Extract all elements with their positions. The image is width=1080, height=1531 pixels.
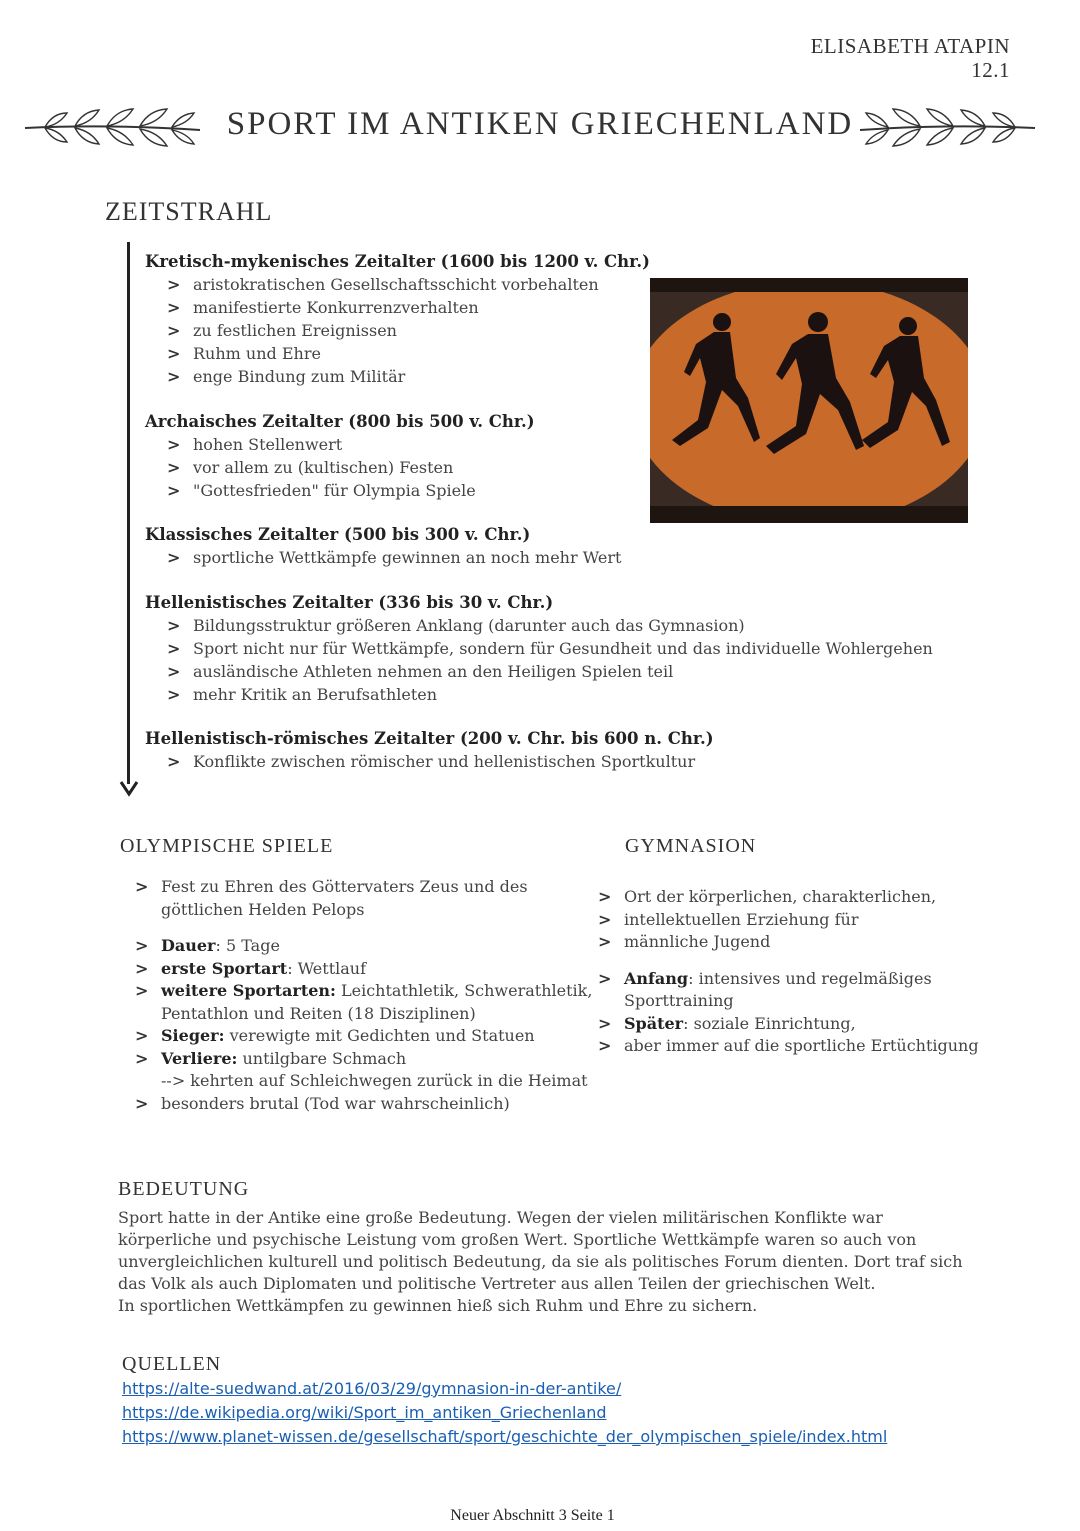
- list-item: > ausländische Athleten nehmen an den Heiligen Spielen teil: [167, 660, 933, 683]
- bedeutung-line: unvergleichlichen kulturell und politisch Bedeutung, da sie als politisches Forum dienten. Dort traf sich: [118, 1252, 963, 1271]
- bedeutung-heading: BEDEUTUNG: [118, 1178, 250, 1200]
- list-item: [598, 1013, 998, 1036]
- list-item: > manifestierte Konkurrenzverhalten: [167, 296, 650, 319]
- era-title: Archaisches Zeitalter (800 bis 500 v. Chr.): [145, 412, 535, 431]
- list-item: > vor allem zu (kultischen) Festen: [167, 456, 535, 479]
- zeitstrahl-heading: ZEITSTRAHL: [105, 197, 273, 226]
- list-item: > aber immer auf die sportliche Ertüchtigung: [598, 1035, 998, 1058]
- list-item: > mehr Kritik an Berufsathleten: [167, 683, 933, 706]
- anfang-label: Anfang: [624, 968, 689, 988]
- list-item: > Ort der körperlichen, charakterlichen,: [598, 886, 998, 909]
- era-title: Hellenistisch-römisches Zeitalter (200 v. Chr. bis 600 n. Chr.): [145, 729, 714, 748]
- list-item: > Konflikte zwischen römischer und hellenistischen Sportkultur: [167, 750, 714, 773]
- source-link-planet-wissen[interactable]: https://www.planet-wissen.de/gesellschaft/sport/geschichte_der_olympischen_spiele/index.html: [122, 1427, 888, 1446]
- bedeutung-line: In sportlichen Wettkämpfen zu gewinnen hieß sich Ruhm und Ehre zu sichern.: [118, 1296, 758, 1315]
- spaeter-label: Später: [624, 1013, 684, 1033]
- list-item: > enge Bindung zum Militär: [167, 365, 650, 388]
- author-block: [811, 34, 1010, 82]
- list-item: [598, 968, 998, 1013]
- list-item: [135, 958, 595, 981]
- era-bullet-list: [145, 614, 933, 706]
- list-item: > Sport nicht nur für Wettkämpfe, sondern für Gesundheit und das individuelle Wohlergehen: [167, 637, 933, 660]
- erste-sportart-label: erste Sportart: [161, 958, 288, 978]
- page-footer: Neuer Abschnitt 3 Seite 1: [450, 1507, 615, 1524]
- dauer-value: : 5 Tage: [215, 936, 280, 955]
- list-item: [135, 935, 595, 958]
- laurel-branch-right-icon: [855, 96, 1040, 156]
- timeline-arrow-icon: [119, 776, 139, 798]
- olympische-spiele-heading: OLYMPISCHE SPIELE: [120, 835, 334, 857]
- quellen-links: [122, 1377, 887, 1449]
- verlierer-label: Verliere:: [161, 1048, 238, 1068]
- list-item: > besonders brutal (Tod war wahrscheinlich): [135, 1093, 595, 1116]
- bedeutung-line: körperliche und psychische Leistung vom großen Wert. Sportliche Wettkämpfe waren so auch von: [118, 1230, 917, 1249]
- list-item: > intellektuellen Erziehung für: [598, 909, 998, 932]
- era-title: Klassisches Zeitalter (500 bis 300 v. Chr.): [145, 525, 531, 544]
- era-hellenistisch-roemisch: [145, 729, 714, 773]
- anfang-value-2: Sporttraining: [624, 991, 734, 1010]
- olympische-spiele-list: [135, 876, 595, 1115]
- era-archaisch: [145, 412, 535, 502]
- list-item: > "Gottesfrieden" für Olympia Spiele: [167, 479, 535, 502]
- timeline-line: [127, 242, 130, 784]
- olymp-intro-line-2: göttlichen Helden Pelops: [161, 899, 365, 919]
- list-item: [135, 1048, 595, 1093]
- gymnasion-list: [598, 886, 998, 1058]
- spaeter-value: : soziale Einrichtung,: [683, 1013, 856, 1033]
- era-title: Hellenistisches Zeitalter (336 bis 30 v. Chr.): [145, 593, 554, 612]
- list-item: > Ruhm und Ehre: [167, 342, 650, 365]
- quellen-heading: QUELLEN: [122, 1353, 222, 1375]
- era-title: Kretisch-mykenisches Zeitalter (1600 bis 1200 v. Chr.): [145, 252, 650, 271]
- author-class: 12.1: [971, 58, 1010, 82]
- author-name: ELISABETH ATAPIN: [810, 34, 1010, 58]
- sieger-label: Sieger:: [161, 1026, 225, 1045]
- list-item: [135, 876, 595, 921]
- list-item: [135, 1025, 595, 1048]
- era-bullet-list: [145, 273, 650, 388]
- verlierer-note: --> kehrten auf Schleichwegen zurück in die Heimat: [161, 1071, 588, 1090]
- era-kretisch-mykenisch: [145, 252, 650, 388]
- anfang-value: : intensives und regelmäßiges: [688, 968, 932, 988]
- era-klassisch: [145, 525, 621, 569]
- page-title: SPORT IM ANTIKEN GRIECHENLAND: [226, 106, 854, 142]
- bedeutung-line: Sport hatte in der Antike eine große Bedeutung. Wegen der vielen militärischen Konflikte war: [118, 1208, 883, 1227]
- source-link-alte-suedwand[interactable]: https://alte-suedwand.at/2016/03/29/gymnasion-in-der-antike/: [122, 1379, 622, 1398]
- era-bullet-list: [145, 546, 621, 569]
- weitere-sportarten-value-2: Pentathlon und Reiten (18 Disziplinen): [161, 1003, 476, 1023]
- list-item: > Bildungsstruktur größeren Anklang (darunter auch das Gymnasion): [167, 614, 933, 637]
- weitere-sportarten-value: Leichtathletik, Schwerathletik,: [335, 981, 593, 1000]
- list-item: > hohen Stellenwert: [167, 433, 535, 456]
- bedeutung-paragraph: [118, 1207, 968, 1317]
- list-item: > aristokratischen Gesellschaftsschicht vorbehalten: [167, 273, 650, 296]
- erste-sportart-value: : Wettlauf: [287, 958, 367, 978]
- sieger-value: verewigte mit Gedichten und Statuen: [224, 1026, 535, 1045]
- source-link-wikipedia[interactable]: https://de.wikipedia.org/wiki/Sport_im_antiken_Griechenland: [122, 1403, 607, 1422]
- greek-vase-runners-image: [650, 278, 968, 523]
- weitere-sportarten-label: weitere Sportarten:: [161, 981, 336, 1000]
- verlierer-value: untilgbare Schmach: [237, 1048, 407, 1068]
- list-item: [135, 980, 595, 1025]
- list-item: > zu festlichen Ereignissen: [167, 319, 650, 342]
- era-hellenistisch: [145, 593, 933, 706]
- list-item: > männliche Jugend: [598, 931, 998, 954]
- era-bullet-list: [145, 433, 535, 502]
- dauer-label: Dauer: [161, 936, 216, 955]
- list-item: > sportliche Wettkämpfe gewinnen an noch mehr Wert: [167, 546, 621, 569]
- bedeutung-line: das Volk als auch Diplomaten und politische Vertreter aus allen Teilen der griechischen Welt.: [118, 1274, 876, 1293]
- gymnasion-heading: GYMNASION: [625, 835, 757, 857]
- era-bullet-list: [145, 750, 714, 773]
- olymp-intro-line-1: Fest zu Ehren des Göttervaters Zeus und des: [161, 877, 528, 896]
